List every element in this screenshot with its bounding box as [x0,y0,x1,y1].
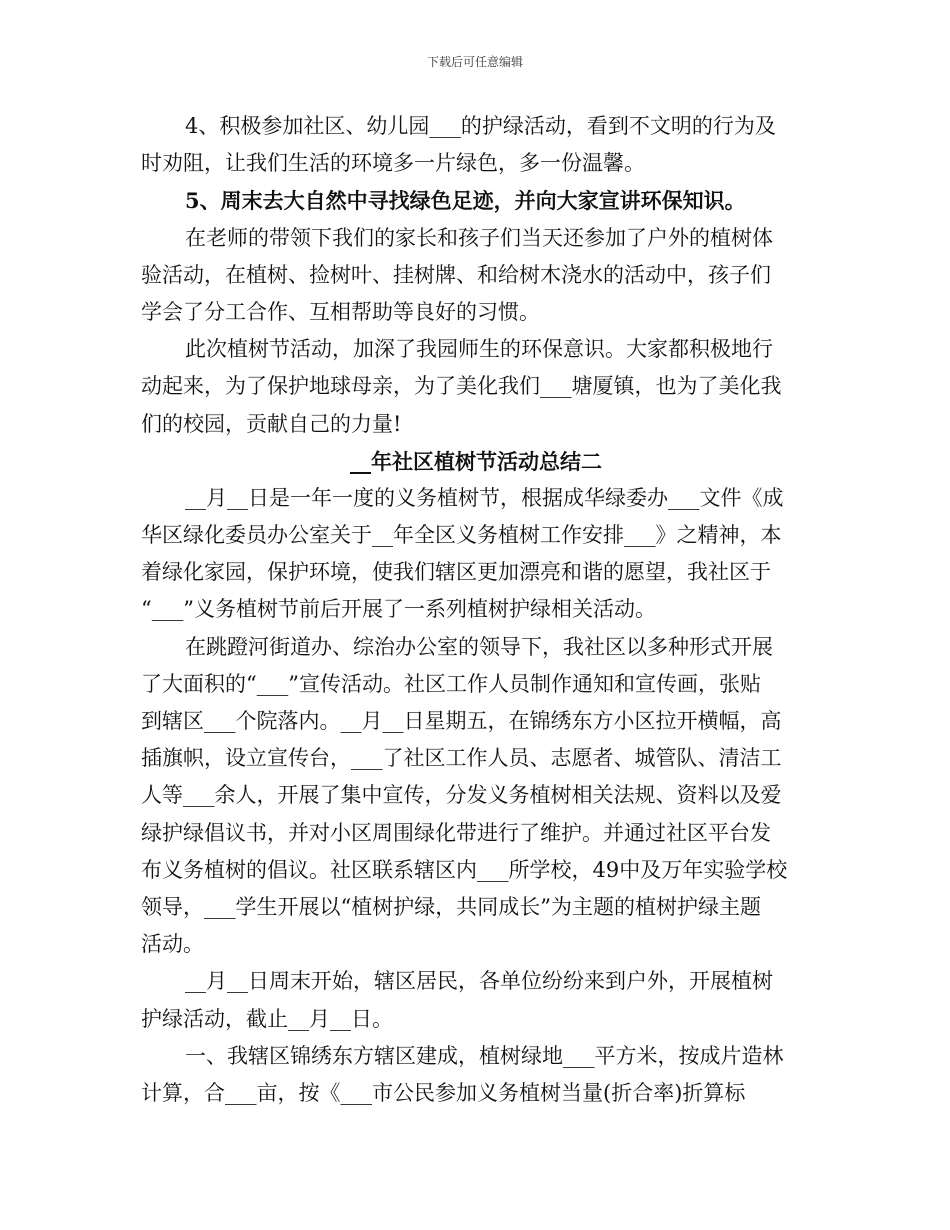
text-line: 时劝阻，让我们生活的环境多一片绿色，多一份温馨。 [141,151,645,176]
text-line: __月__日周末开始，辖区居民，各单位纷纷来到户外，开展植树 [185,969,773,994]
text-line: 学会了分工合作、互相帮助等良好的习惯。 [141,299,540,324]
text-line: 在跳蹬河街道办、综治办公室的领导下，我社区以多种形式开展 [185,634,773,659]
text-line: 领导，___学生开展以“植树护绿，共同成长”为主题的植树护绿主题 [141,894,761,919]
text-line: 4、积极参加社区、幼儿园___的护绿活动，看到不文明的行为及 [185,114,776,138]
text-line: 活动。 [141,932,204,957]
text-line: 们的校园，贡献自己的力量! [141,411,402,436]
text-line: 布义务植树的倡议。社区联系辖区内___所学校，49中及万年实验学校 [141,857,788,882]
text-line: 了大面积的“___”宣传活动。社区工作人员制作通知和宣传画，张贴 [141,671,761,696]
text-line: __月__日是一年一度的义务植树节，根据成华绿委办___文件《成 [185,485,784,510]
text-line: 绿护绿倡议书，并对小区周围绿化带进行了维护。并通过社区平台发 [141,820,771,845]
page-header-note: 下载后可任意编辑 [426,55,523,69]
text-line: 护绿活动，截止__月__日。 [141,1006,393,1031]
text-line: 动起来，为了保护地球母亲，为了美化我们___塘厦镇，也为了美化我 [141,374,782,399]
text-line: 插旗帜，设立宣传台，___了社区工作人员、志愿者、城管队、清洁工 [141,746,782,771]
document-body [141,108,811,1112]
text-line: 5、周末去大自然中寻找绿色足迹，并向大家宣讲环保知识。 [185,188,746,214]
text-line: 计算，合___亩，按《___市公民参加义务植树当量(折合率)折算标 [141,1080,746,1105]
text-line: 一、我辖区锦绣东方辖区建成，植树绿地___平方米，按成片造林 [185,1043,784,1068]
text-line: 在老师的带领下我们的家长和孩子们当天还参加了户外的植树体 [185,225,773,250]
text-line: 着绿化家园，保护环境，使我们辖区更加漂亮和谐的愿望，我社区于 [141,560,771,585]
text-line: 此次植树节活动，加深了我园师生的环保意识。大家都积极地行 [185,337,773,362]
text-line: 华区绿化委员办公室关于__年全区义务植树工作安排___》之精神，本 [141,523,782,548]
text-line: 人等___余人，开展了集中宣传，分发义务植树相关法规、资料以及爱 [141,783,782,808]
text-line: 验活动，在植树、捡树叶、挂树牌、和给树木浇水的活动中，孩子们 [141,262,771,287]
section-heading: __年社区植树节活动总结二 [350,448,602,474]
text-line: “___”义务植树节前后开展了一系列植树护绿相关活动。 [141,597,656,622]
text-line: 到辖区___个院落内。__月__日星期五，在锦绣东方小区拉开横幅，高 [141,709,782,733]
